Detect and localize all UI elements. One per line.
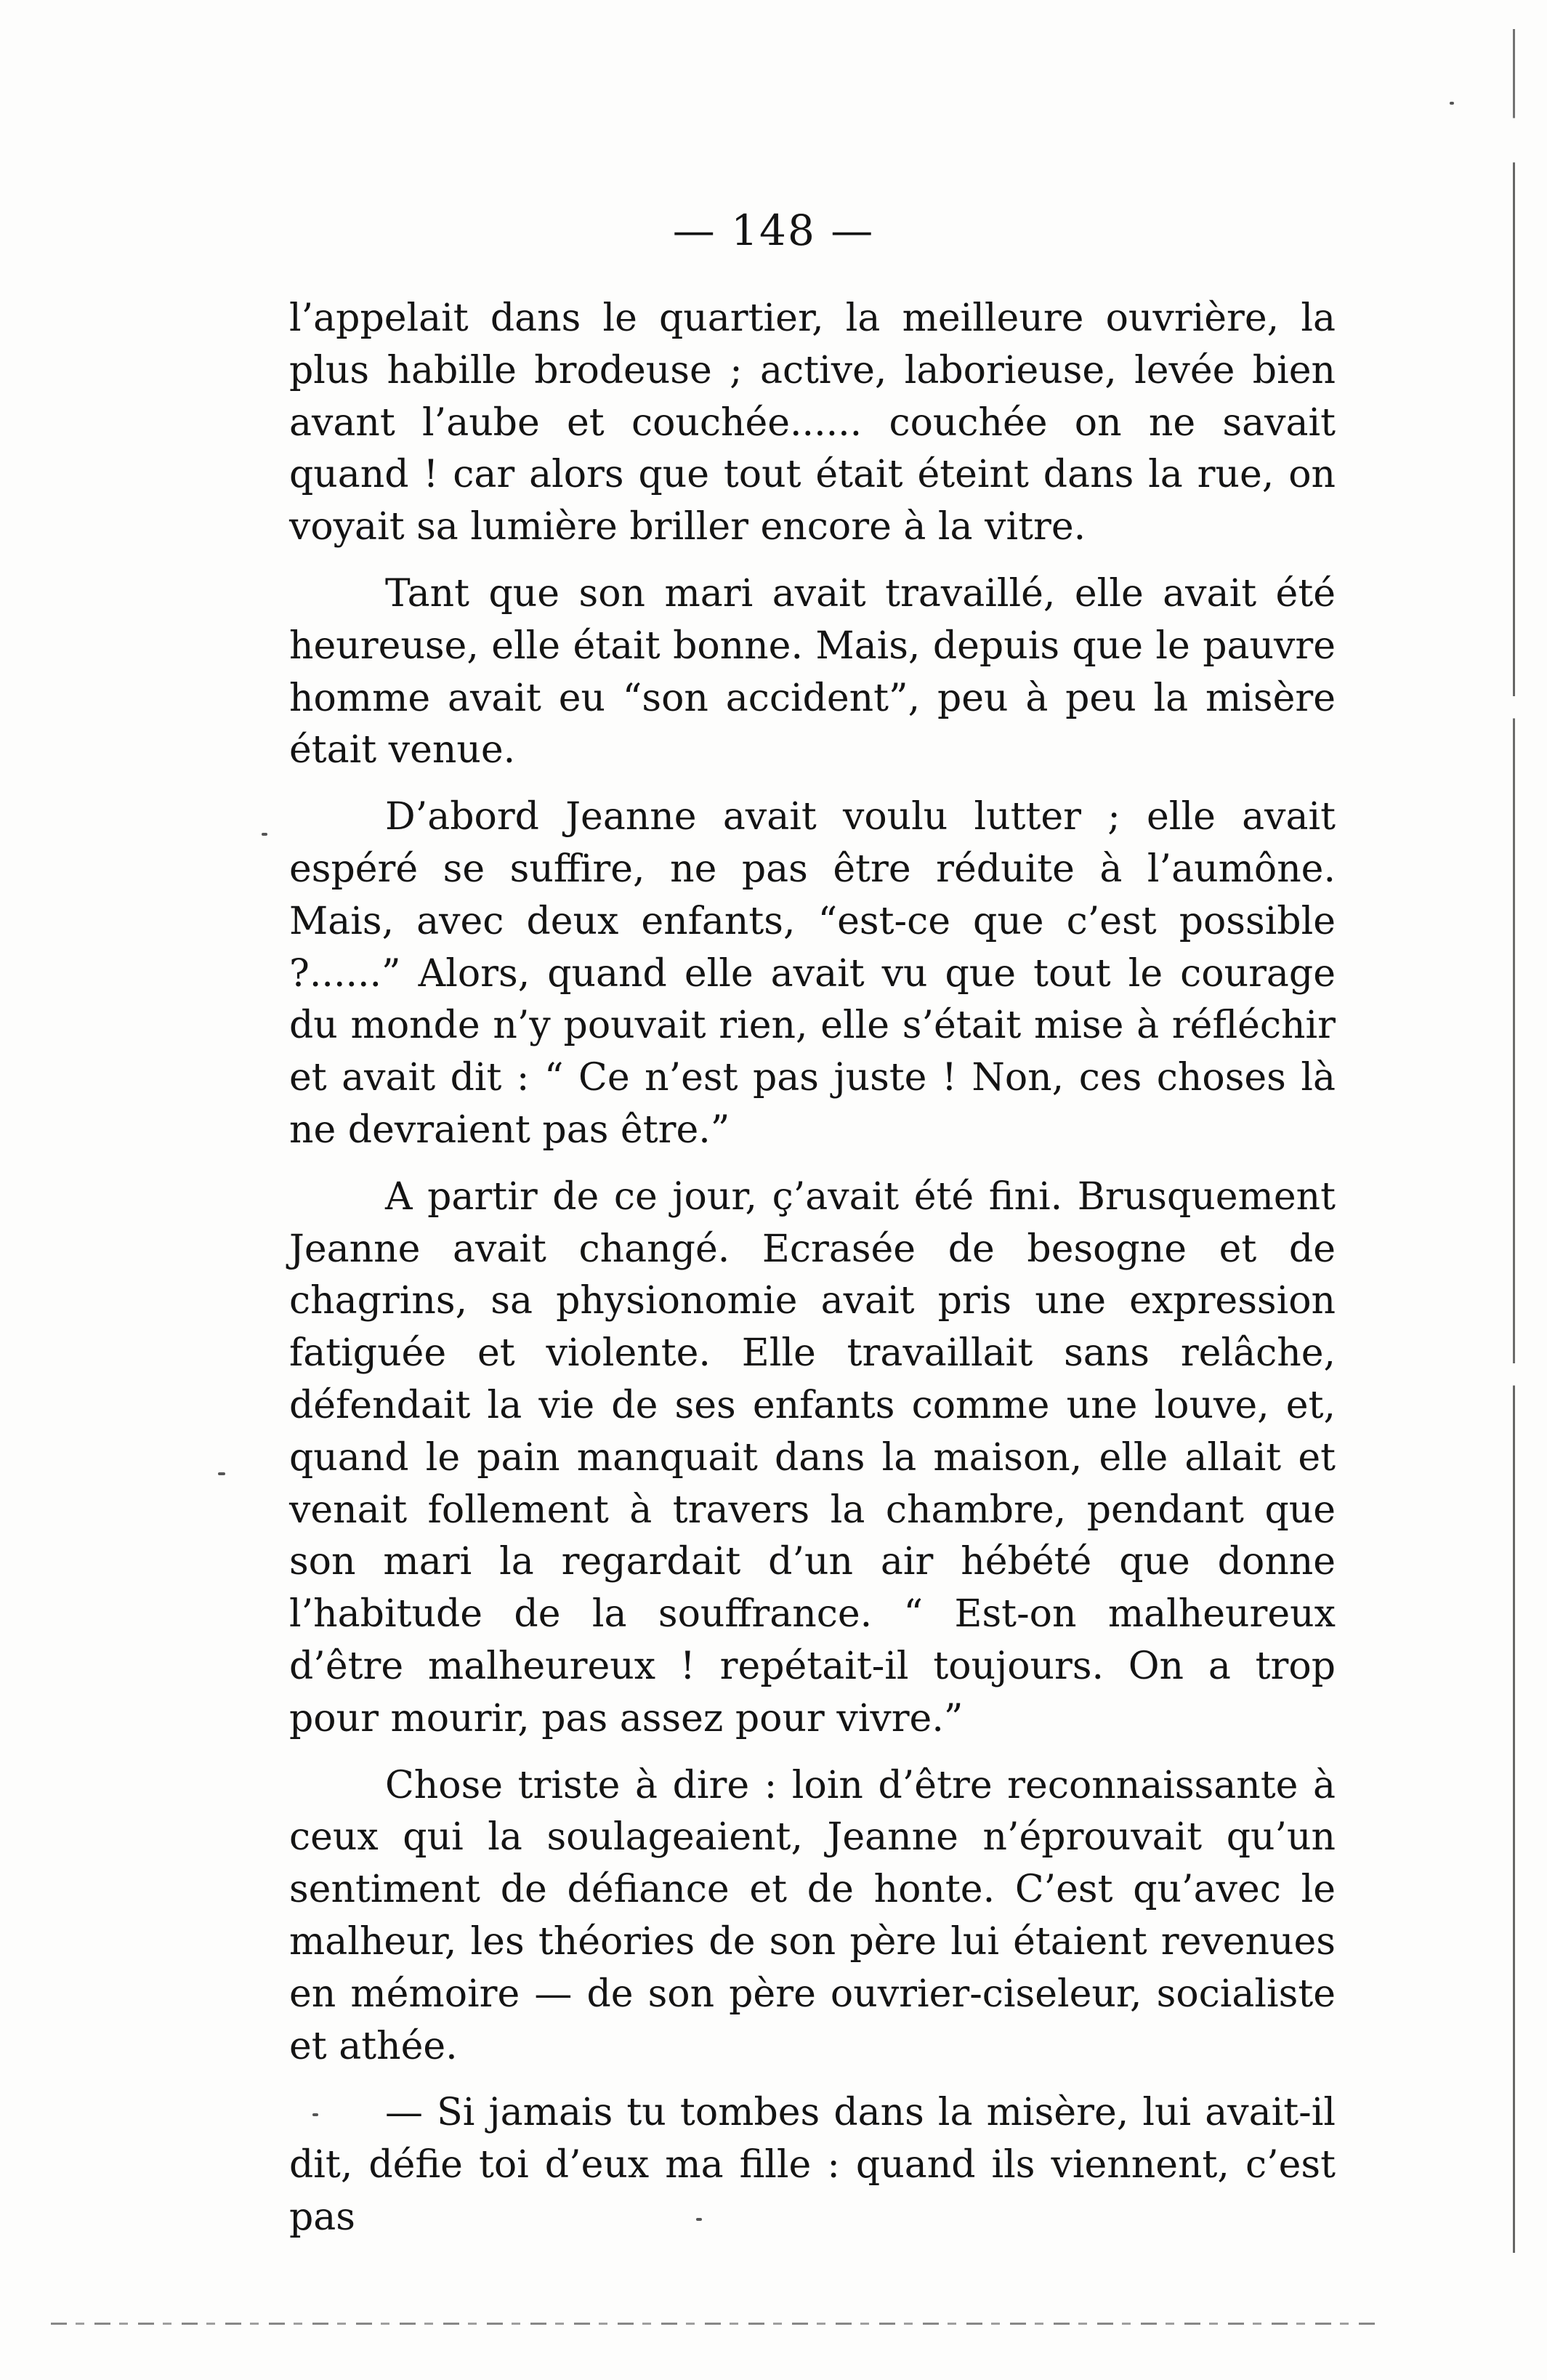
paragraph: Tant que son mari avait travaillé, elle avait été heureuse, elle était bonne. Mais, depuis que le pauvre homme avait eu “son accident”, peu à peu la misère était venue.: [289, 571, 1336, 773]
scan-speck: [218, 1472, 225, 1475]
paragraph: Chose triste à dire : loin d’être reconnaissante à ceux qui la soulageaient, Jeanne n’éprouvait qu’un sentiment de défiance et de honte. C’est qu’avec le malheur, les théories de son père lui étaient revenues en mémoire — de son père ouvrier-ciseleur, socialiste et athée.: [289, 1763, 1336, 2068]
scan-speck: [696, 2218, 702, 2221]
scan-speck: [1450, 102, 1454, 105]
scan-margin-line: [1513, 29, 1515, 2253]
scan-speck: [262, 833, 267, 836]
scan-speck: [312, 2113, 318, 2116]
paragraph: — Si jamais tu tombes dans la misère, lui avait-il dit, défie toi d’eux ma fille : quand ils viennent, c’est pas: [289, 2091, 1336, 2239]
paragraph: l’appelait dans le quartier, la meilleure ouvrière, la plus habille brodeuse ; active, laborieuse, levée bien avant l’aube et couchée...... couchée on ne savait quand ! car alors que tout était éteint dans la rue, on voyait sa lumière briller encore à la vitre.: [289, 297, 1336, 549]
paragraph: D’abord Jeanne avait voulu lutter ; elle avait espéré se suffire, ne pas être réduite à l’aumône. Mais, avec deux enfants, “est-ce que c’est possible ?......” Alors, quand elle avait vu que tout le courage du monde n’y pouvait rien, elle s’était mise à réfléchir et avait dit : “ Ce n’est pas juste ! Non, ces choses là ne devraient pas être.”: [289, 795, 1336, 1152]
paragraph: A partir de ce jour, ç’avait été fini. Brusquement Jeanne avait changé. Ecrasée de besogne et de chagrins, sa physionomie avait pris une expression fatiguée et violente. Elle travaillait sans relâche, défendait la vie de ses enfants comme une louve, et, quand le pain manquait dans la maison, elle allait et venait follement à travers la chambre, pendant que son mari la regardait d’un air hébété que donne l’habitude de la souffrance. “ Est-on malheureux d’être malheureux ! repétait-il toujours. On a trop pour mourir, pas assez pour vivre.”: [289, 1174, 1336, 1740]
body-text: [289, 293, 1336, 2259]
page-number: — 148 —: [672, 206, 875, 255]
scan-bottom-edge: [51, 2323, 1381, 2325]
